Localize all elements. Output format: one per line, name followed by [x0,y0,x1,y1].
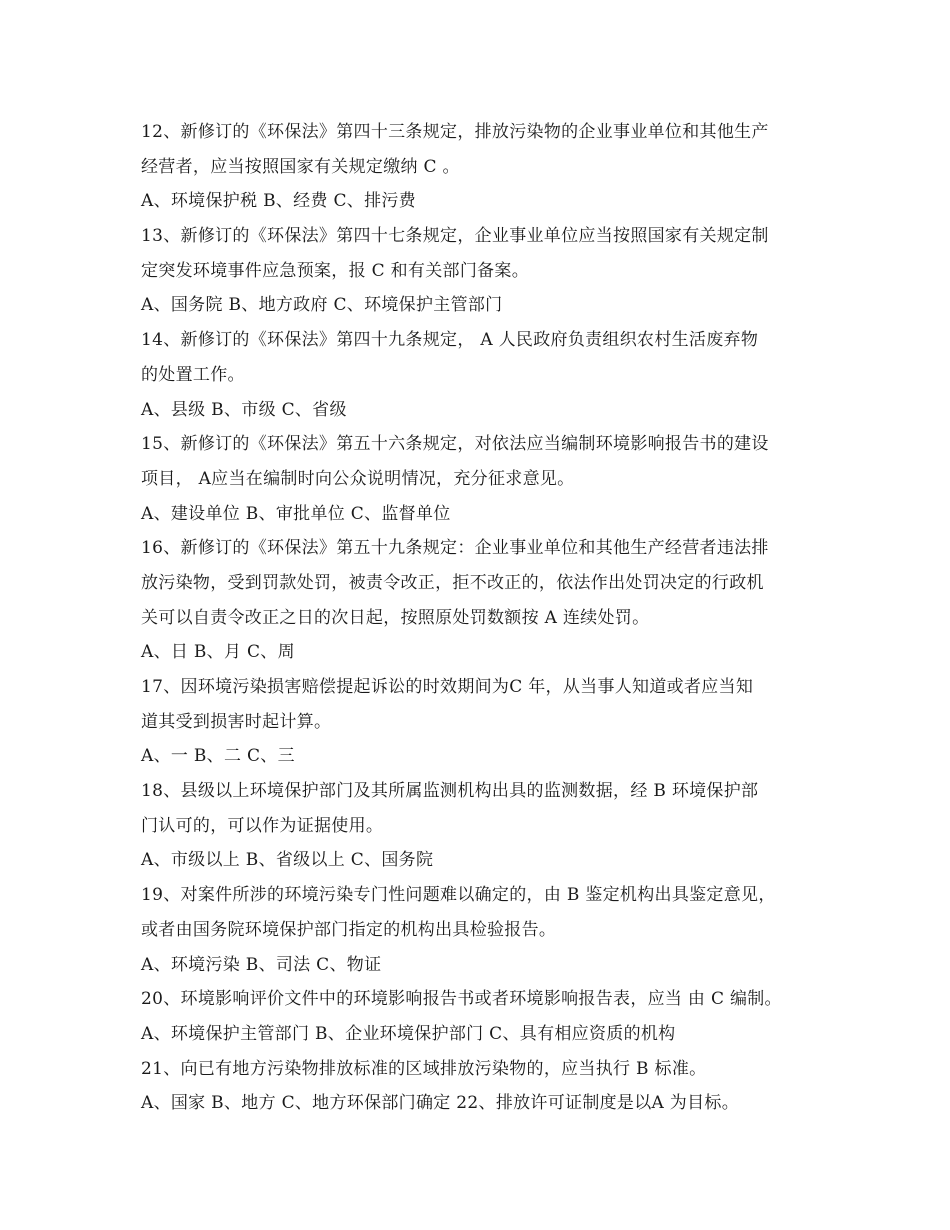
answer-options: A、环境保护税 B、经费 C、排污费 [141,191,416,212]
text-line: 12、新修订的《环保法》第四十三条规定，排放污染物的企业事业单位和其他生产 [141,122,769,142]
answer-options: A、国务院 B、地方政府 C、环境保护主管部门 [141,295,503,316]
document-body [141,115,821,1121]
text-line: 项目， A应当在编制时向公众说明情况，充分征求意见。 [141,468,575,489]
answer-options: A、国家 B、地方 C、地方环保部门确定 22、排放许可证制度是以A 为目标。 [141,1093,739,1114]
text-line: 14、新修订的《环保法》第四十九条规定， A 人民政府负责组织农村生活废弃物 [141,330,759,351]
text-line: 或者由国务院环境保护部门指定的机构出具检验报告。 [141,919,557,940]
answer-options: A、日 B、月 C、周 [141,642,295,663]
text-line: 门认可的，可以作为证据使用。 [141,815,384,836]
answer-options: A、建设单位 B、审批单位 C、监督单位 [141,503,451,524]
text-line: 定突发环境事件应急预案，报 C 和有关部门备案。 [141,260,530,281]
text-line: 20、环境影响评价文件中的环境影响报告书或者环境影响报告表，应当 由 C 编制。 [141,989,782,1010]
text-line: 15、新修订的《环保法》第五十六条规定，对依法应当编制环境影响报告书的建设 [141,434,769,455]
answer-options: A、市级以上 B、省级以上 C、国务院 [141,850,434,871]
answer-options: A、一 B、二 C、三 [141,746,295,767]
text-line: 经营者，应当按照国家有关规定缴纳 C 。 [141,156,460,177]
text-line: 放污染物，受到罚款处罚，被责令改正，拒不改正的，依法作出处罚决定的行政机 [141,572,764,593]
answer-options: A、环境保护主管部门 B、企业环境保护部门 C、具有相应资质的机构 [141,1023,676,1044]
text-line: 道其受到损害时起计算。 [141,711,332,732]
answer-options: A、县级 B、市级 C、省级 [141,399,347,420]
text-line: 的处置工作。 [141,364,245,385]
text-line: 13、新修订的《环保法》第四十七条规定，企业事业单位应当按照国家有关规定制 [141,226,769,247]
text-line: 关可以自责令改正之日的次日起，按照原处罚数额按 A 连续处罚。 [141,607,650,628]
answer-options: A、环境污染 B、司法 C、物证 [141,954,382,975]
text-line: 18、县级以上环境保护部门及其所属监测机构出具的监测数据，经 B 环境保护部 [141,781,759,802]
text-line: 16、新修订的《环保法》第五十九条规定：企业事业单位和其他生产经营者违法排 [141,538,769,559]
text-line: 17、因环境污染损害赔偿提起诉讼的时效期间为C 年，从当事人知道或者应当知 [141,677,754,697]
text-line: 19、对案件所涉的环境污染专门性问题难以确定的，由 B 鉴定机构出具鉴定意见， [141,885,776,906]
text-line: 21、向已有地方污染物排放标准的区域排放污染物的，应当执行 B 标准。 [141,1058,707,1079]
